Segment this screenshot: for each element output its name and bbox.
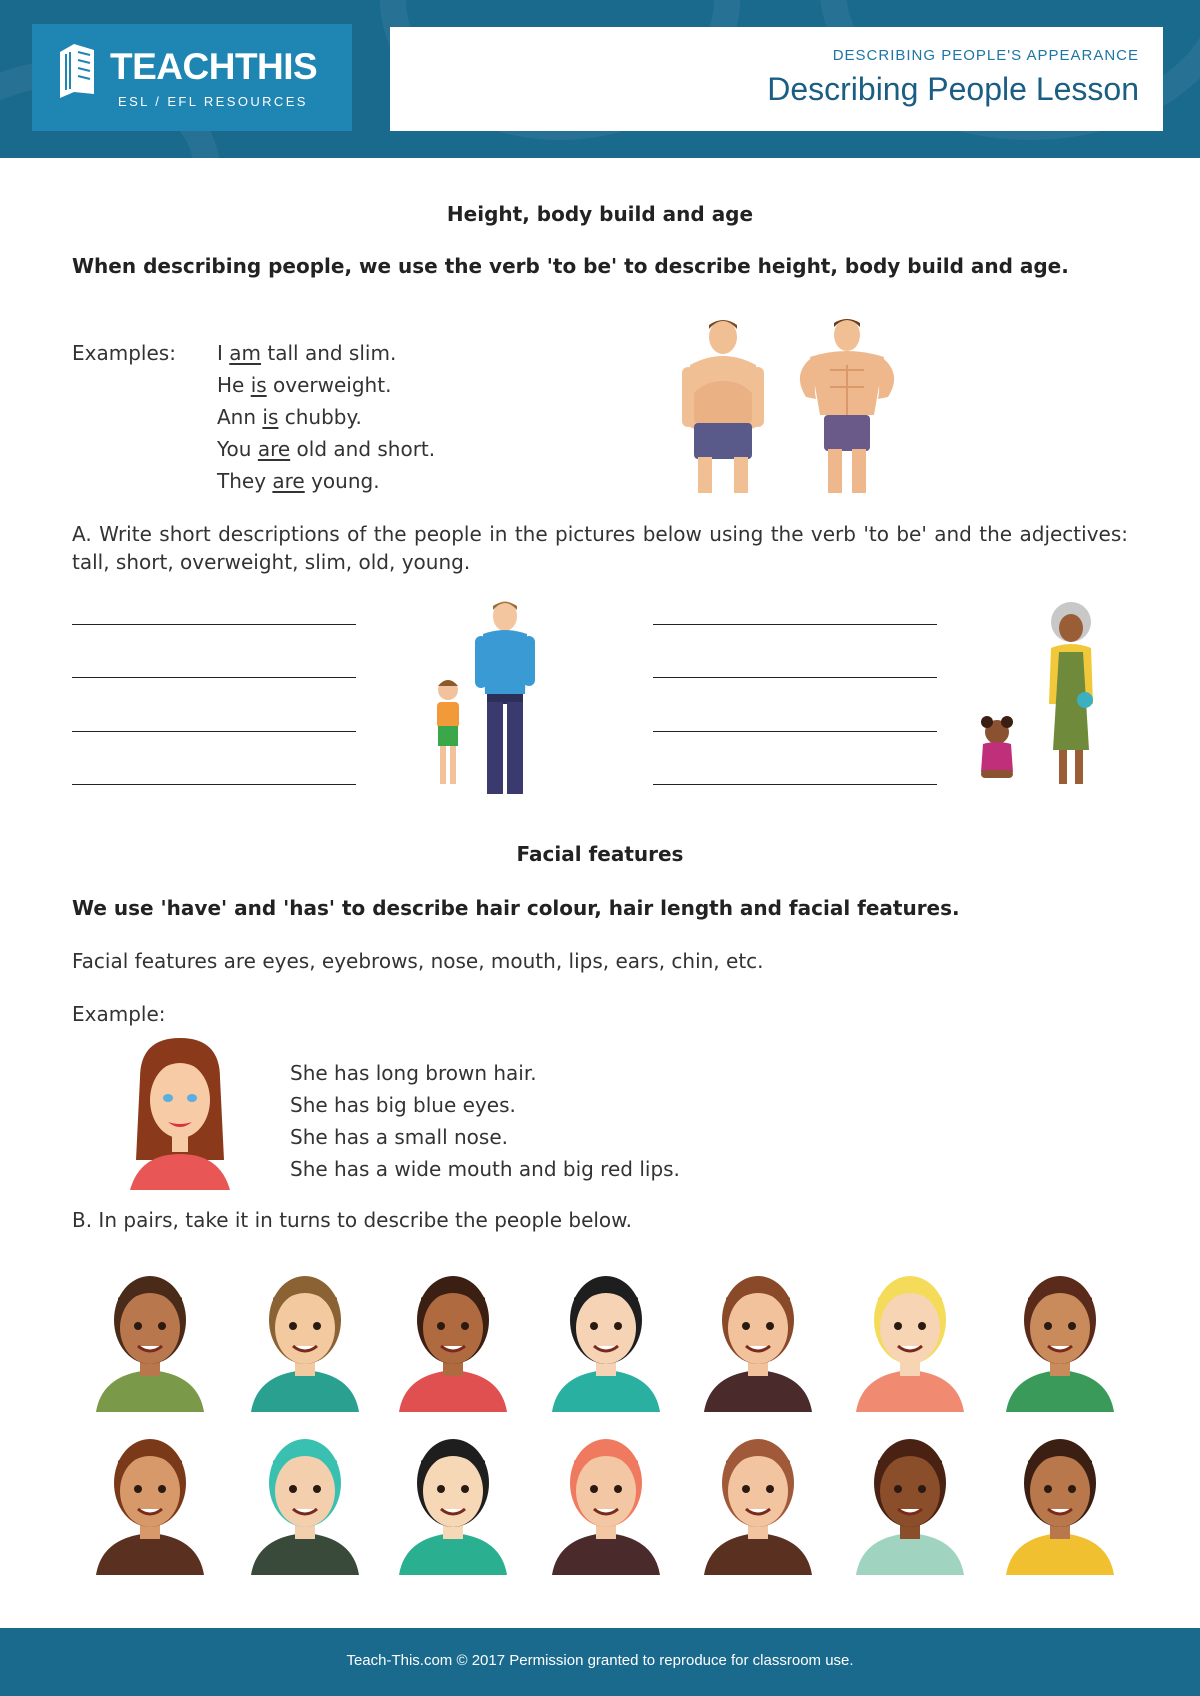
answer-line[interactable] — [72, 624, 356, 625]
person-avatar — [698, 1425, 818, 1575]
example-sentence: I am tall and slim. — [217, 341, 397, 365]
logo — [32, 24, 352, 131]
example-line: She has a wide mouth and big red lips. — [290, 1157, 680, 1181]
illustration-grandmother-and-baby — [975, 600, 1105, 795]
example-woman-face — [130, 1038, 230, 1190]
example-label: Example: — [72, 1002, 166, 1026]
example-sentence: They are young. — [217, 469, 380, 493]
grandmother-figure — [1049, 602, 1093, 784]
man-figure — [475, 601, 535, 794]
section-heading-height: Height, body build and age — [446, 202, 754, 226]
answer-line[interactable] — [653, 677, 937, 678]
person-avatar — [90, 1425, 210, 1575]
header-band — [0, 0, 1200, 158]
example-line: She has a small nose. — [290, 1125, 508, 1149]
baby-figure — [981, 716, 1013, 778]
eye-icon — [163, 1094, 173, 1102]
example-sentence: Ann is chubby. — [217, 405, 362, 429]
rule-have-has: We use 'have' and 'has' to describe hair colour, hair length and facial features. — [72, 896, 960, 920]
example-line: She has long brown hair. — [290, 1061, 537, 1085]
book-icon — [54, 42, 102, 100]
person-avatar — [245, 1262, 365, 1412]
facial-features-info: Facial features are eyes, eyebrows, nose, mouth, lips, ears, chin, etc. — [72, 949, 764, 973]
section-heading-facial-features: Facial features — [516, 842, 684, 866]
person-avatar — [546, 1262, 666, 1412]
title-box — [390, 27, 1163, 131]
examples-label: Examples: — [72, 341, 176, 365]
person-avatar — [546, 1425, 666, 1575]
example-line: She has big blue eyes. — [290, 1093, 516, 1117]
answer-line[interactable] — [653, 624, 937, 625]
boy-figure — [437, 680, 459, 784]
logo-subtitle: ESL / EFL RESOURCES — [118, 94, 308, 109]
muscular-man-figure — [800, 319, 894, 493]
task-b-instructions: B. In pairs, take it in turns to describe the people below. — [72, 1208, 633, 1232]
person-avatar — [90, 1262, 210, 1412]
person-avatar — [393, 1425, 513, 1575]
answer-line[interactable] — [72, 677, 356, 678]
person-avatar — [698, 1262, 818, 1412]
worksheet-title: Describing People Lesson — [767, 71, 1139, 107]
footer-copyright: Teach-This.com © 2017 Permission granted to reproduce for classroom use. — [346, 1652, 854, 1669]
overweight-man-figure — [682, 320, 764, 493]
answer-line[interactable] — [653, 731, 937, 732]
person-avatar — [1000, 1262, 1120, 1412]
person-avatar — [850, 1262, 970, 1412]
answer-line[interactable] — [72, 784, 356, 785]
example-sentence: He is overweight. — [217, 373, 392, 397]
worksheet-topic: DESCRIBING PEOPLE'S APPEARANCE — [832, 47, 1139, 64]
rule-to-be: When describing people, we use the verb 'to be' to describe height, body build and age. — [72, 254, 1069, 278]
example-sentence: You are old and short. — [217, 437, 436, 461]
illustration-man-and-boy — [425, 598, 555, 800]
answer-line[interactable] — [653, 784, 937, 785]
answer-line[interactable] — [72, 731, 356, 732]
footer — [0, 1628, 1200, 1696]
person-avatar — [393, 1262, 513, 1412]
person-avatar — [850, 1425, 970, 1575]
task-a-instructions: A. Write short descriptions of the people in the pictures below using the verb 'to be' and the adjectives: tall, short, overweight, slim, old, young. — [72, 522, 1128, 574]
person-avatar — [1000, 1425, 1120, 1575]
person-avatar — [245, 1425, 365, 1575]
eye-icon — [187, 1094, 197, 1102]
illustration-two-men — [680, 315, 910, 500]
logo-title: TEACHTHIS — [110, 46, 318, 87]
